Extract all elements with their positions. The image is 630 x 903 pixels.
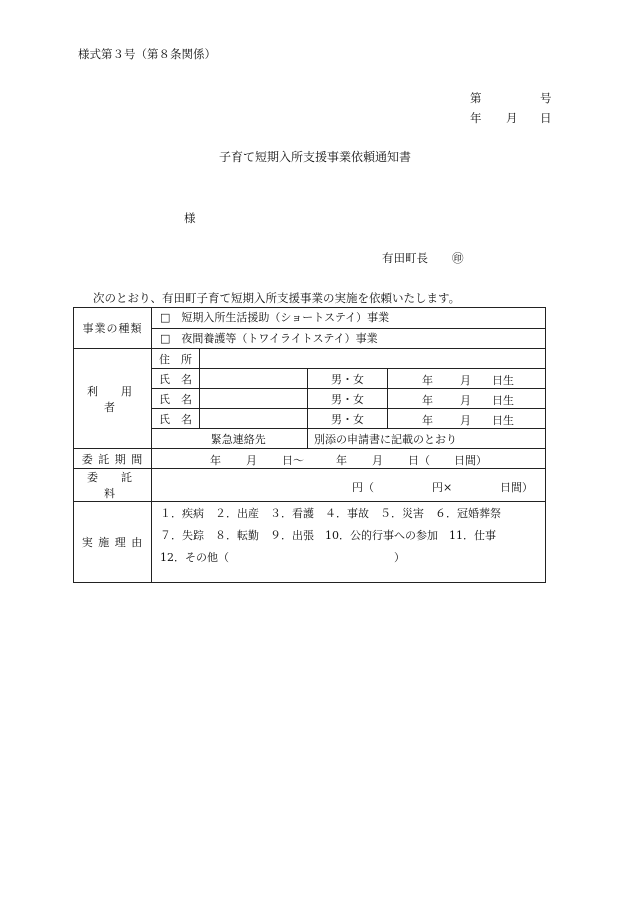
name-field[interactable] (200, 369, 308, 389)
address-label: 住 所 (152, 349, 200, 369)
addressee-suffix: 様 (184, 211, 196, 225)
date-year: 年 (470, 111, 482, 125)
name-field[interactable] (200, 389, 308, 409)
number-suffix: 号 (540, 91, 552, 105)
birthdate-field[interactable]: 年 月 日生 (388, 369, 546, 389)
birthdate-field[interactable]: 年 月 日生 (388, 389, 546, 409)
user-address-row (74, 349, 546, 369)
period-label: 委 託 期 間 (74, 449, 152, 469)
fee-field[interactable]: 円（ 円× 日間） (152, 469, 546, 502)
gender-field[interactable]: 男・女 (308, 369, 388, 389)
name-label: 氏 名 (152, 369, 200, 389)
date-month: 月 (506, 111, 518, 125)
reason-line: １．疾病 ２．出産 ３．看護 ４．事故 ５．災害 ６．冠婚葬祭 (160, 507, 501, 520)
reason-line: ７．失踪 ８．転勤 ９．出張 10．公的行事への参加 11．仕事 (160, 529, 496, 542)
reason-label: 実 施 理 由 (74, 502, 152, 583)
reason-row (74, 502, 546, 583)
form-number: 様式第３号（第８条関係） (78, 47, 216, 61)
fee-row (74, 469, 546, 502)
intro-text: 次のとおり、有田町子育て短期入所支援事業の実施を依頼いたします。 (93, 291, 461, 305)
name-label: 氏 名 (152, 389, 200, 409)
service-option-1[interactable]: □ 短期入所生活援助（ショートステイ）事業 (152, 308, 546, 329)
reason-options[interactable] (152, 502, 546, 583)
gender-field[interactable]: 男・女 (308, 409, 388, 429)
service-option-2[interactable]: □ 夜間養護等（トワイライトステイ）事業 (152, 328, 546, 349)
request-form-table (73, 307, 546, 583)
number-prefix: 第 (470, 91, 482, 105)
user-label: 利 用 者 (74, 349, 152, 449)
birthdate-field[interactable]: 年 月 日生 (388, 409, 546, 429)
period-field[interactable]: 年 月 日～ 年 月 日（ 日間） (152, 449, 546, 469)
emergency-label: 緊急連絡先 (170, 429, 308, 449)
address-field[interactable] (200, 349, 546, 369)
service-type-label: 事業の種類 (74, 308, 152, 349)
fee-label: 委 託 料 (74, 469, 152, 502)
name-label: 氏 名 (152, 409, 200, 429)
seal-mark: ㊞ (452, 251, 464, 265)
gender-field[interactable]: 男・女 (308, 389, 388, 409)
document-title: 子育て短期入所支援事業依頼通知書 (218, 150, 411, 164)
period-row (74, 449, 546, 469)
service-type-row (74, 308, 546, 329)
name-field[interactable] (200, 409, 308, 429)
date-day: 日 (540, 111, 552, 125)
reason-line: 12．その他（ ） (160, 551, 405, 564)
issuer-name: 有田町長 (382, 251, 428, 265)
emergency-value: 別添の申請書に記載のとおり (308, 429, 546, 449)
